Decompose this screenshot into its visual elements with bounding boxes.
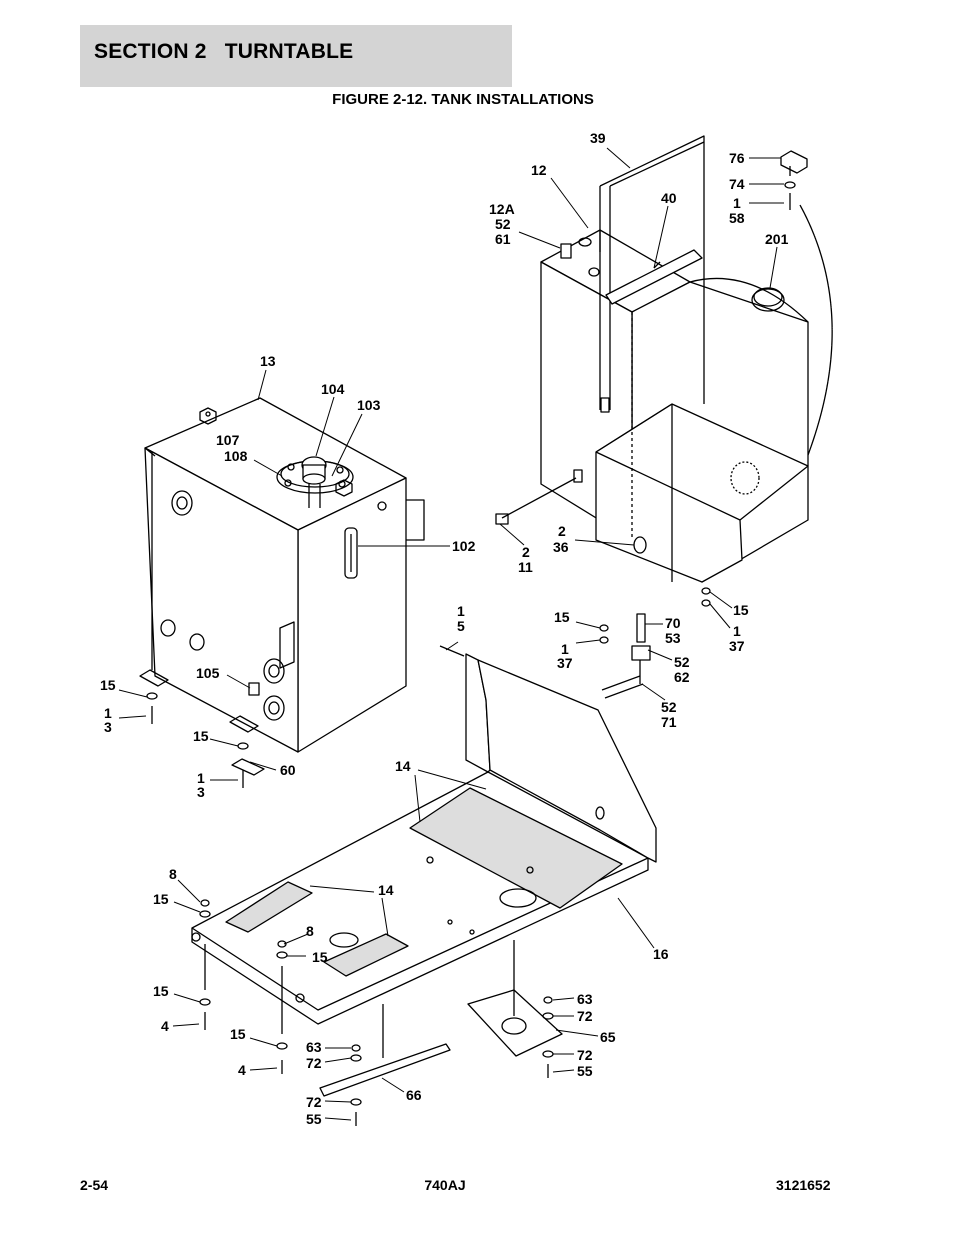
- callout-36: 36: [553, 539, 569, 555]
- callout-107: 107: [216, 432, 240, 448]
- callout-52: 52: [495, 216, 511, 232]
- callout-3b: 3: [197, 784, 205, 800]
- callout-1c: 1: [733, 623, 741, 639]
- callout-76: 76: [729, 150, 745, 166]
- callout-4a: 4: [161, 1018, 169, 1034]
- callout-13: 13: [260, 353, 276, 369]
- callout-58: 58: [729, 210, 745, 226]
- callout-15h: 15: [230, 1026, 246, 1042]
- footer-page-number: 2-54: [80, 1177, 109, 1193]
- callout-15e: 15: [153, 891, 169, 907]
- callout-61: 61: [495, 231, 511, 247]
- callout-15b: 15: [733, 602, 749, 618]
- callout-72c: 72: [577, 1008, 593, 1024]
- callout-52c: 52: [661, 699, 677, 715]
- callout-14a: 14: [395, 758, 411, 774]
- callout-1: 1: [733, 195, 741, 211]
- callout-105: 105: [196, 665, 220, 681]
- callout-72d: 72: [577, 1047, 593, 1063]
- callout-1b: 1: [561, 641, 569, 657]
- callout-72b: 72: [306, 1094, 322, 1110]
- callout-15d: 15: [193, 728, 209, 744]
- callout-8b: 8: [306, 923, 314, 939]
- footer-model: 740AJ: [424, 1177, 466, 1193]
- callout-14b: 14: [378, 882, 394, 898]
- callout-4b: 4: [238, 1062, 246, 1078]
- callout-15a: 15: [554, 609, 570, 625]
- callout-63b: 63: [577, 991, 593, 1007]
- figure-title: FIGURE 2-12. TANK INSTALLATIONS: [332, 91, 594, 108]
- callout-8a: 8: [169, 866, 177, 882]
- callout-71: 71: [661, 714, 677, 730]
- callout-70: 70: [665, 615, 681, 631]
- hydraulic-tank-drawing: [140, 398, 424, 752]
- callout-60: 60: [280, 762, 296, 778]
- fuel-tank-drawing: [496, 136, 832, 698]
- footer-doc-number: 3121652: [776, 1177, 831, 1193]
- callout-74: 74: [729, 176, 745, 192]
- callout-63a: 63: [306, 1039, 322, 1055]
- callout-108: 108: [224, 448, 248, 464]
- callout-40: 40: [661, 190, 677, 206]
- callout-55b: 55: [577, 1063, 593, 1079]
- callout-5: 5: [457, 618, 465, 634]
- callout-37a: 37: [557, 655, 573, 671]
- callout-1e: 1: [104, 705, 112, 721]
- callout-102: 102: [452, 538, 476, 554]
- callout-16: 16: [653, 946, 669, 962]
- callout-39: 39: [590, 130, 606, 146]
- callout-103: 103: [357, 397, 381, 413]
- callout-12: 12: [531, 162, 547, 178]
- callout-65: 65: [600, 1029, 616, 1045]
- callout-52b: 52: [674, 654, 690, 670]
- callout-1d: 1: [457, 603, 465, 619]
- callout-15c: 15: [100, 677, 116, 693]
- callout-2b: 2: [522, 544, 530, 560]
- callout-2: 2: [558, 523, 566, 539]
- section-title: SECTION 2 TURNTABLE: [94, 40, 354, 63]
- callout-11: 11: [518, 559, 533, 575]
- callout-3a: 3: [104, 719, 112, 735]
- callout-55a: 55: [306, 1111, 322, 1127]
- callout-15f: 15: [312, 949, 328, 965]
- callout-1f: 1: [197, 770, 205, 786]
- callout-12a: 12A: [489, 201, 515, 217]
- callout-201: 201: [765, 231, 789, 247]
- callout-15g: 15: [153, 983, 169, 999]
- callout-37b: 37: [729, 638, 745, 654]
- callout-62: 62: [674, 669, 690, 685]
- callout-53: 53: [665, 630, 681, 646]
- callout-104: 104: [321, 381, 345, 397]
- callout-66: 66: [406, 1087, 422, 1103]
- callout-72a: 72: [306, 1055, 322, 1071]
